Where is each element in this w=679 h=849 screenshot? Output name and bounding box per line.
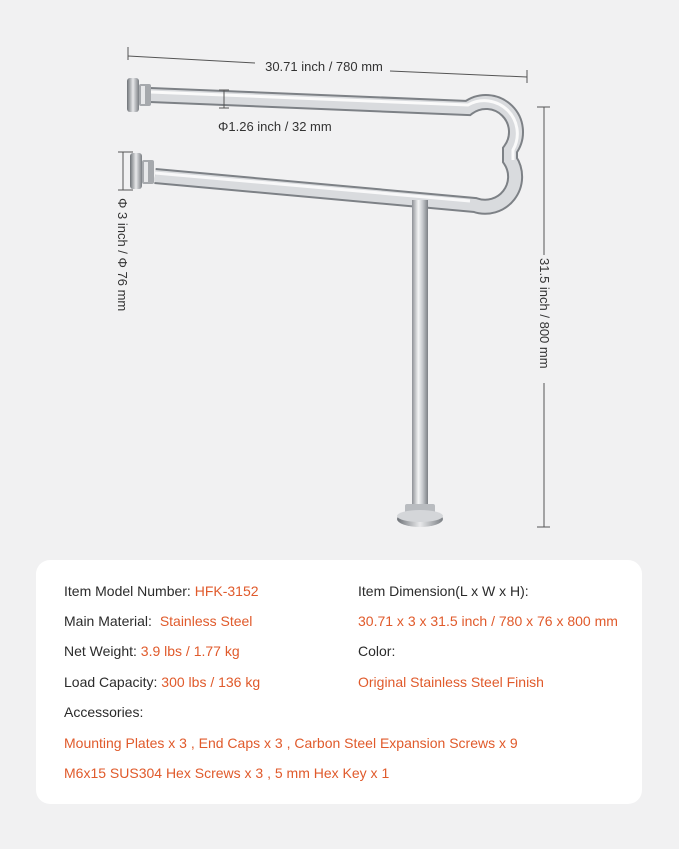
color-label: Color:	[358, 643, 396, 659]
model-row	[64, 582, 259, 600]
accessories-line-1-text: Mounting Plates x 3 , End Caps x 3 , Carbon Steel Expansion Screws x 9	[64, 735, 518, 751]
grab-bar	[127, 78, 517, 527]
color-value: Original Stainless Steel Finish	[358, 674, 544, 690]
dimension-label-row	[358, 582, 529, 600]
material-value: Stainless Steel	[159, 613, 253, 629]
material-label: Main Material:	[64, 613, 152, 629]
capacity-value: 300 lbs / 136 kg	[161, 674, 261, 690]
spec-card	[36, 560, 642, 804]
dimension-value-row	[358, 612, 618, 630]
plate-diameter-label: Φ 3 inch / Φ 76 mm	[115, 198, 130, 312]
wall-plate-top	[127, 78, 151, 112]
capacity-label: Load Capacity:	[64, 674, 158, 690]
material-row	[64, 612, 252, 630]
accessories-label-row	[64, 703, 143, 721]
weight-value: 3.9 lbs / 1.77 kg	[140, 643, 240, 659]
wall-plate-bottom	[130, 153, 154, 189]
length-label: 30.71 inch / 780 mm	[265, 59, 383, 74]
accessories-label: Accessories:	[64, 704, 144, 720]
weight-label: Net Weight:	[64, 643, 137, 659]
color-value-row	[358, 673, 544, 691]
weight-row	[64, 642, 240, 660]
model-label: Item Model Number:	[64, 583, 191, 599]
capacity-row	[64, 673, 260, 691]
accessories-line-2	[64, 764, 389, 782]
model-value: HFK-3152	[194, 583, 259, 599]
dimension-label: Item Dimension(L x W x H):	[358, 583, 529, 599]
height-label: 31.5 inch / 800 mm	[537, 258, 552, 369]
color-label-row	[358, 642, 395, 660]
accessories-line-1	[64, 734, 518, 752]
accessories-line-2-text: M6x15 SUS304 Hex Screws x 3 , 5 mm Hex Key x 1	[64, 765, 390, 781]
dimension-value: 30.71 x 3 x 31.5 inch / 780 x 76 x 800 mm	[358, 613, 618, 629]
tube-diameter-label: Φ1.26 inch / 32 mm	[218, 119, 332, 134]
